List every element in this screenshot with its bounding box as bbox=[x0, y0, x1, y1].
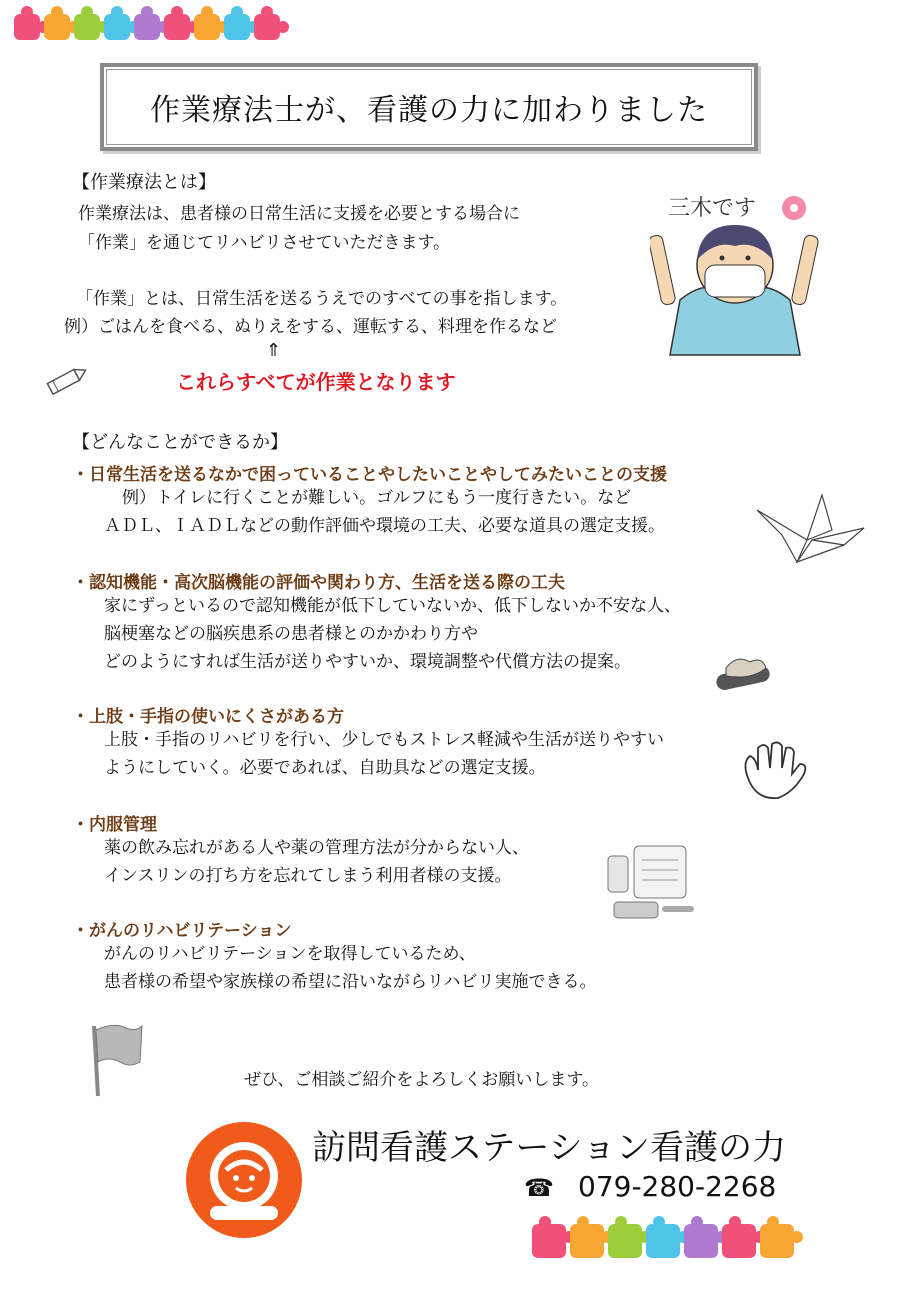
item-line: 例）トイレに行くことが難しい。ゴルフにもう一度行きたい。など bbox=[122, 488, 632, 508]
item-heading: ・認知機能・高次脳機能の評価や関わり方、生活を送る際の工夫 bbox=[72, 573, 565, 593]
about-heading: 【作業療法とは】 bbox=[72, 172, 216, 193]
can-do-heading: 【どんなことができるか】 bbox=[72, 432, 288, 453]
puzzle-top-icon bbox=[14, 14, 284, 40]
character-illustration bbox=[650, 180, 820, 360]
title-box bbox=[100, 63, 758, 151]
grip-tool-icon bbox=[712, 650, 774, 696]
item-heading: ・がんのリハビリテーション bbox=[72, 921, 292, 941]
item-line: インスリンの打ち方を忘れてしまう利用者様の支援。 bbox=[104, 866, 512, 886]
item-line: 患者様の希望や家族様の希望に沿いながらリハビリ実施できる。 bbox=[104, 972, 597, 992]
character-caption: 三木です bbox=[668, 196, 757, 221]
about-line: 例）ごはんを食べる、ぬりえをする、運転する、料理を作るなど bbox=[64, 317, 557, 337]
puzzle-bottom-icon bbox=[532, 1224, 798, 1258]
flag-icon bbox=[84, 1020, 146, 1100]
highlight-text: これらすべてが作業となります bbox=[176, 370, 456, 394]
pencil-icon bbox=[44, 362, 90, 398]
phone-icon: ☎ bbox=[524, 1174, 554, 1202]
hand-icon bbox=[738, 738, 812, 804]
item-line: 家にずっといるので認知機能が低下していないか、低下しないか不安な人、 bbox=[104, 596, 681, 616]
item-line: ようにしていく。必要であれば、自助具などの選定支援。 bbox=[104, 758, 546, 778]
about-line: 作業療法は、患者様の日常生活に支援を必要とする場合に bbox=[78, 204, 520, 224]
station-name: 訪問看護ステーション看護の力 bbox=[312, 1128, 786, 1168]
closing-text: ぜひ、ご相談ご紹介をよろしくお願いします。 bbox=[244, 1070, 599, 1090]
item-line: ＡＤＬ、ＩＡＤＬなどの動作評価や環境の工夫、必要な道具の選定支援。 bbox=[104, 516, 665, 536]
about-line: 「作業」を通じてリハビリさせていただきます。 bbox=[78, 233, 451, 253]
item-heading: ・上肢・手指の使いにくさがある方 bbox=[72, 707, 344, 727]
medicine-icon bbox=[604, 840, 700, 926]
item-line: 脳梗塞などの脳疾患系の患者様とのかかわり方や bbox=[104, 624, 478, 644]
page-title: 作業療法士が、看護の力に加わりました bbox=[150, 93, 708, 128]
phone-number[interactable]: 079-280-2268 bbox=[578, 1170, 777, 1203]
logo-icon bbox=[184, 1120, 304, 1240]
item-line: 薬の飲み忘れがある人や薬の管理方法が分からない人、 bbox=[104, 838, 529, 858]
item-heading: ・日常生活を送るなかで困っていることやしたいことやしてみたいことの支援 bbox=[72, 465, 667, 485]
item-line: どのようにすれば生活が送りやすいか、環境調整や代償方法の提案。 bbox=[104, 652, 631, 672]
crane-icon bbox=[752, 490, 870, 566]
about-line: 「作業」とは、日常生活を送るうえでのすべての事を指します。 bbox=[76, 289, 568, 309]
item-heading: ・内服管理 bbox=[72, 815, 157, 835]
item-line: 上肢・手指のリハビリを行い、少しでもストレス軽減や生活が送りやすい bbox=[104, 730, 664, 750]
up-arrow: ⇑ bbox=[266, 340, 282, 361]
item-line: がんのリハビリテーションを取得しているため、 bbox=[104, 944, 476, 964]
